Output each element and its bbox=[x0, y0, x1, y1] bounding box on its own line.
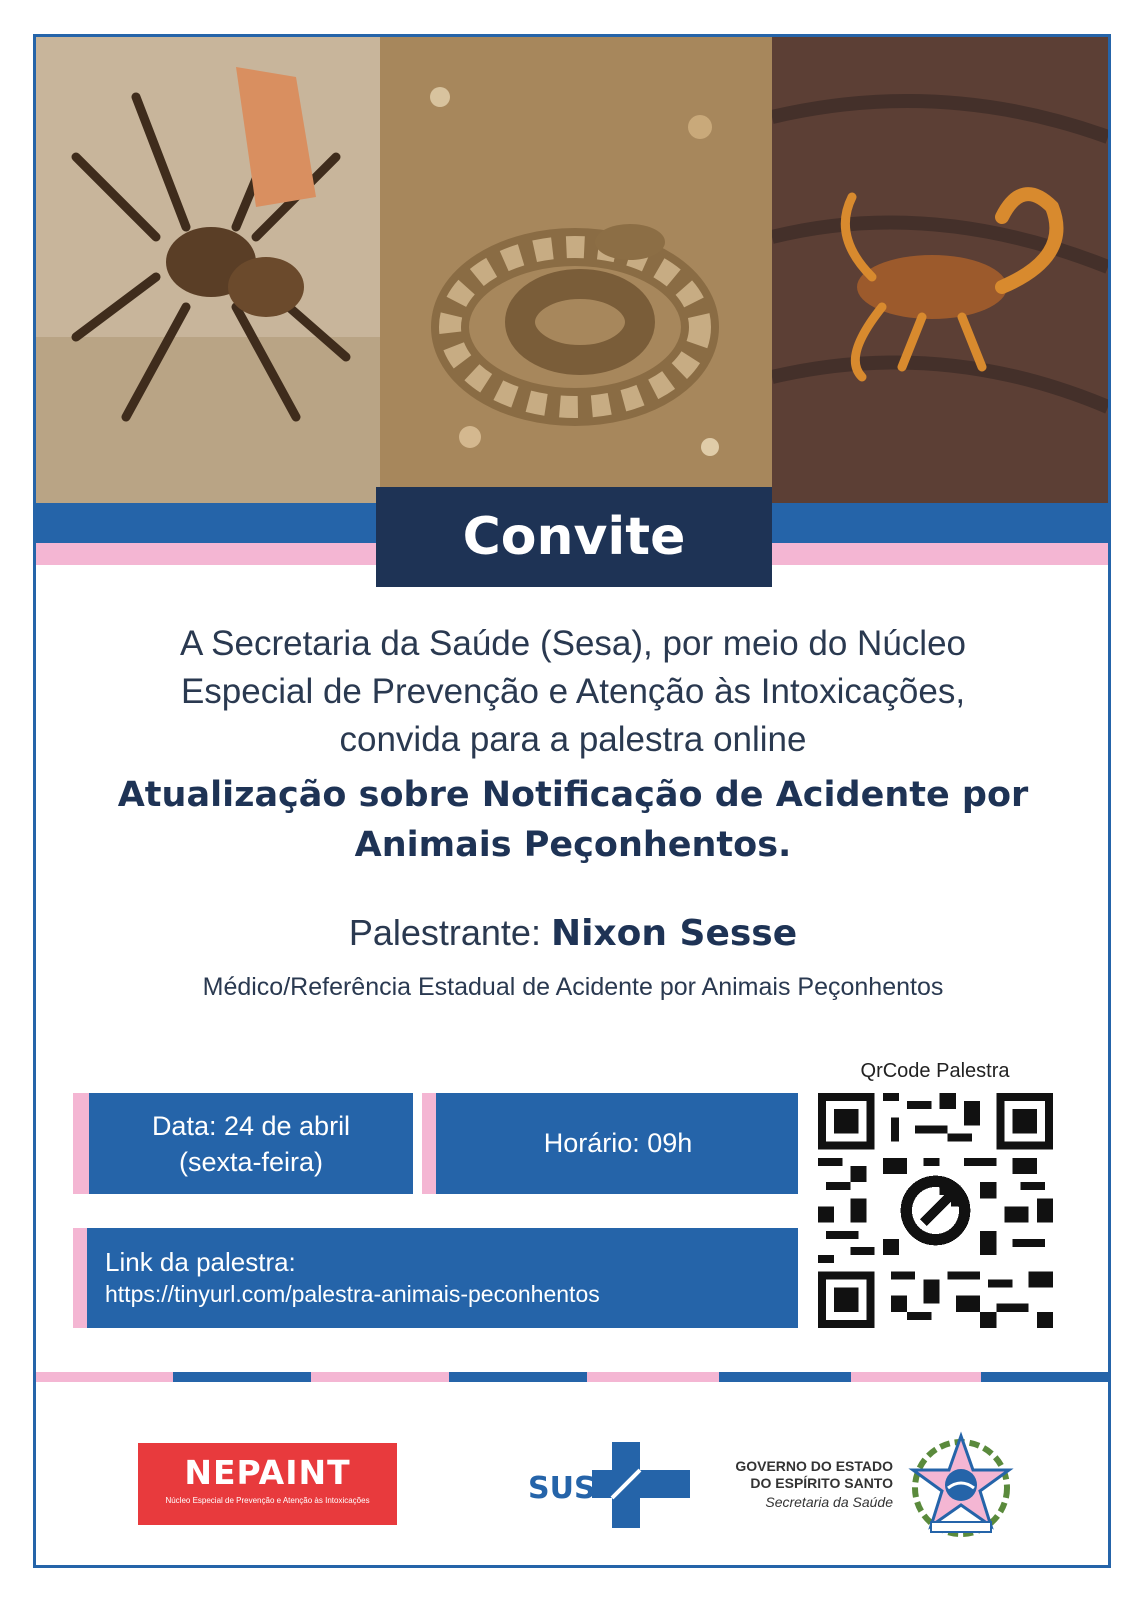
footer-divider-segment bbox=[981, 1372, 1108, 1382]
talk-title-line: Animais Peçonhentos. bbox=[354, 825, 792, 865]
nepaint-subtitle: Núcleo Especial de Prevenção e Atenção às Intoxicações bbox=[165, 1496, 370, 1505]
link-label: Link da palestra: bbox=[105, 1247, 296, 1277]
box-accent bbox=[73, 1228, 87, 1328]
date-line: Data: 24 de abril bbox=[151, 1110, 351, 1141]
nepaint-name: NEPAINT bbox=[184, 1453, 351, 1492]
speaker-label: Palestrante: bbox=[348, 912, 551, 953]
government-logo-text bbox=[733, 1458, 893, 1512]
footer-divider-segment bbox=[587, 1372, 719, 1382]
scorpion-photo bbox=[772, 37, 1108, 503]
intro-line: convida para a palestra online bbox=[339, 720, 807, 759]
footer-divider-segment bbox=[719, 1372, 851, 1382]
talk-title-line: Atualização sobre Notificação de Acidente por bbox=[117, 775, 1029, 815]
box-accent bbox=[73, 1093, 89, 1194]
title-banner bbox=[376, 487, 772, 587]
time-box bbox=[422, 1093, 798, 1194]
speaker-name: Nixon Sesse bbox=[550, 913, 798, 954]
speaker bbox=[60, 912, 1086, 954]
speaker-role: Médico/Referência Estadual de Acidente por Animais Peçonhentos bbox=[202, 973, 944, 1001]
gov-secretaria: Secretaria da Saúde bbox=[765, 1494, 893, 1510]
footer-divider-segment bbox=[449, 1372, 587, 1382]
intro-text bbox=[60, 620, 1086, 764]
talk-title bbox=[60, 770, 1086, 870]
time-text: Horário: 09h bbox=[543, 1128, 693, 1158]
talk-link[interactable]: https://tinyurl.com/palestra-animais-peconhentos bbox=[105, 1281, 600, 1307]
page-title: Convite bbox=[462, 507, 686, 567]
sus-logo bbox=[528, 1442, 690, 1528]
intro-line: A Secretaria da Saúde (Sesa), por meio do Núcleo bbox=[180, 624, 966, 663]
link-box bbox=[73, 1228, 798, 1328]
qr-code[interactable] bbox=[818, 1093, 1053, 1328]
gov-line: DO ESPÍRITO SANTO bbox=[750, 1475, 893, 1491]
weekday-line: (sexta-feira) bbox=[178, 1146, 324, 1177]
gov-line: GOVERNO DO ESTADO bbox=[735, 1458, 893, 1474]
state-coat-of-arms-icon bbox=[906, 1430, 1016, 1540]
spider-photo bbox=[36, 37, 380, 503]
qr-label: QrCode Palestra bbox=[860, 1060, 1010, 1082]
footer-divider-segment bbox=[36, 1372, 173, 1382]
footer-divider-segment bbox=[173, 1372, 311, 1382]
sus-text: SUS bbox=[528, 1471, 596, 1506]
nepaint-logo bbox=[138, 1443, 397, 1525]
footer-divider-segment bbox=[311, 1372, 449, 1382]
snake-photo bbox=[380, 37, 772, 503]
date-box bbox=[73, 1093, 413, 1194]
box-accent bbox=[422, 1093, 436, 1194]
intro-line: Especial de Prevenção e Atenção às Intoxicações, bbox=[180, 672, 966, 711]
footer-divider-segment bbox=[851, 1372, 981, 1382]
